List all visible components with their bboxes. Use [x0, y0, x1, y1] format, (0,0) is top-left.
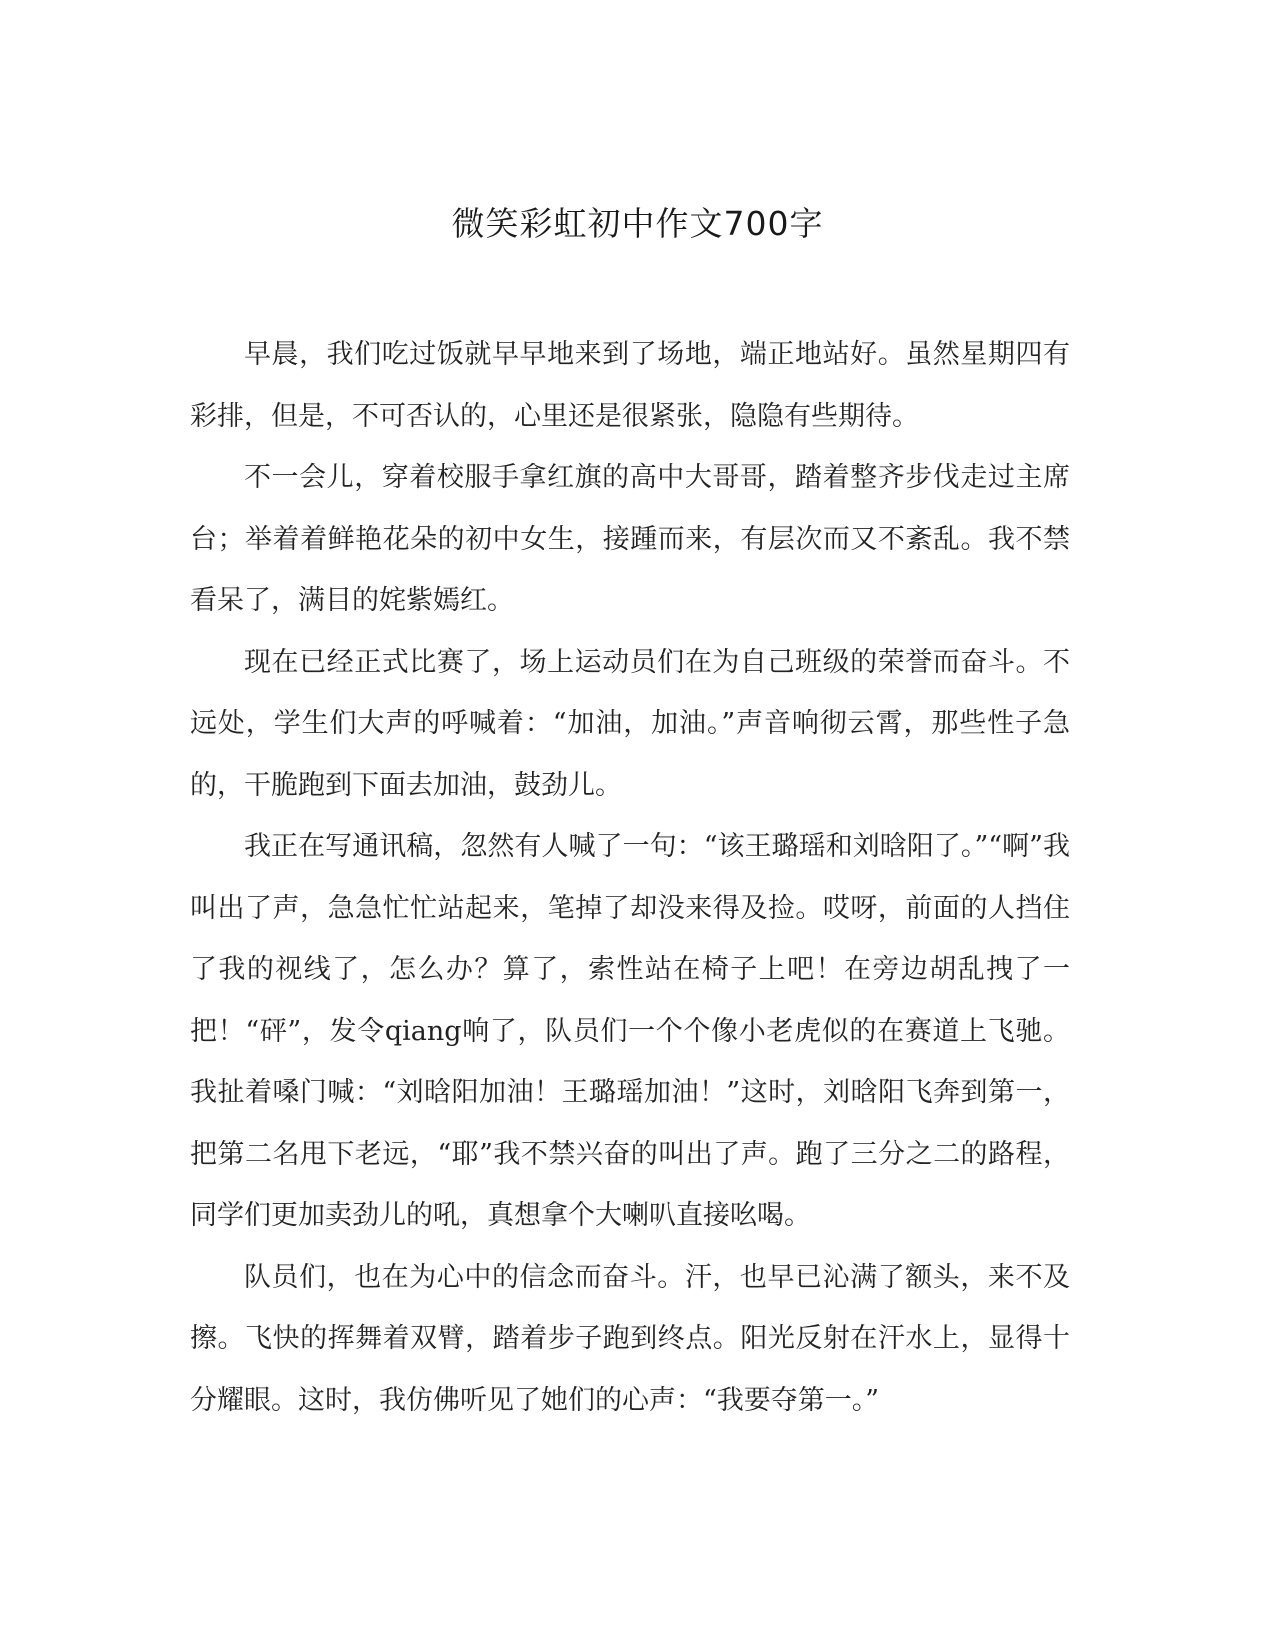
- document-body: [190, 324, 1070, 1431]
- paragraph: 现在已经正式比赛了，场上运动员们在为自己班级的荣誉而奋斗。不远处，学生们大声的呼喊着：“加油，加油。”声音响彻云霄，那些性子急的，干脆跑到下面去加油，鼓劲儿。: [190, 646, 1070, 801]
- paragraph: 早晨，我们吃过饭就早早地来到了场地，端正地站好。虽然星期四有彩排，但是，不可否认的，心里还是很紧张，隐隐有些期待。: [190, 339, 1070, 432]
- paragraph: 队员们，也在为心中的信念而奋斗。汗，也早已沁满了额头，来不及擦。飞快的挥舞着双臂，踏着步子跑到终点。阳光反射在汗水上，显得十分耀眼。这时，我仿佛听见了她们的心声：“我要夺第一。”: [190, 1261, 1070, 1416]
- paragraph: 不一会儿，穿着校服手拿红旗的高中大哥哥，踏着整齐步伐走过主席台；举着着鲜艳花朵的初中女生，接踵而来，有层次而又不紊乱。我不禁看呆了，满目的姹紫嫣红。: [190, 462, 1070, 616]
- document-title: 微笑彩虹初中作文700字: [451, 204, 824, 243]
- paragraph: 我正在写通讯稿，忽然有人喊了一句：“该王璐瑶和刘晗阳了。”“啊”我叫出了声，急急忙忙站起来，笔掉了却没来得及捡。哎呀，前面的人挡住了我的视线了，怎么办？算了，索性站在椅子上吧！在旁边胡乱拽了一把！“砰”，发令qiang响了，队员们一个个像小老虎似的在赛道上飞驰。我扯着嗓门喊：“刘晗阳加油！王璐瑶加油！”这时，刘晗阳飞奔到第一，把第二名甩下老远，“耶”我不禁兴奋的叫出了声。跑了三分之二的路程，同学们更加卖劲儿的吼，真想拿个大喇叭直接吆喝。: [190, 831, 1070, 1231]
